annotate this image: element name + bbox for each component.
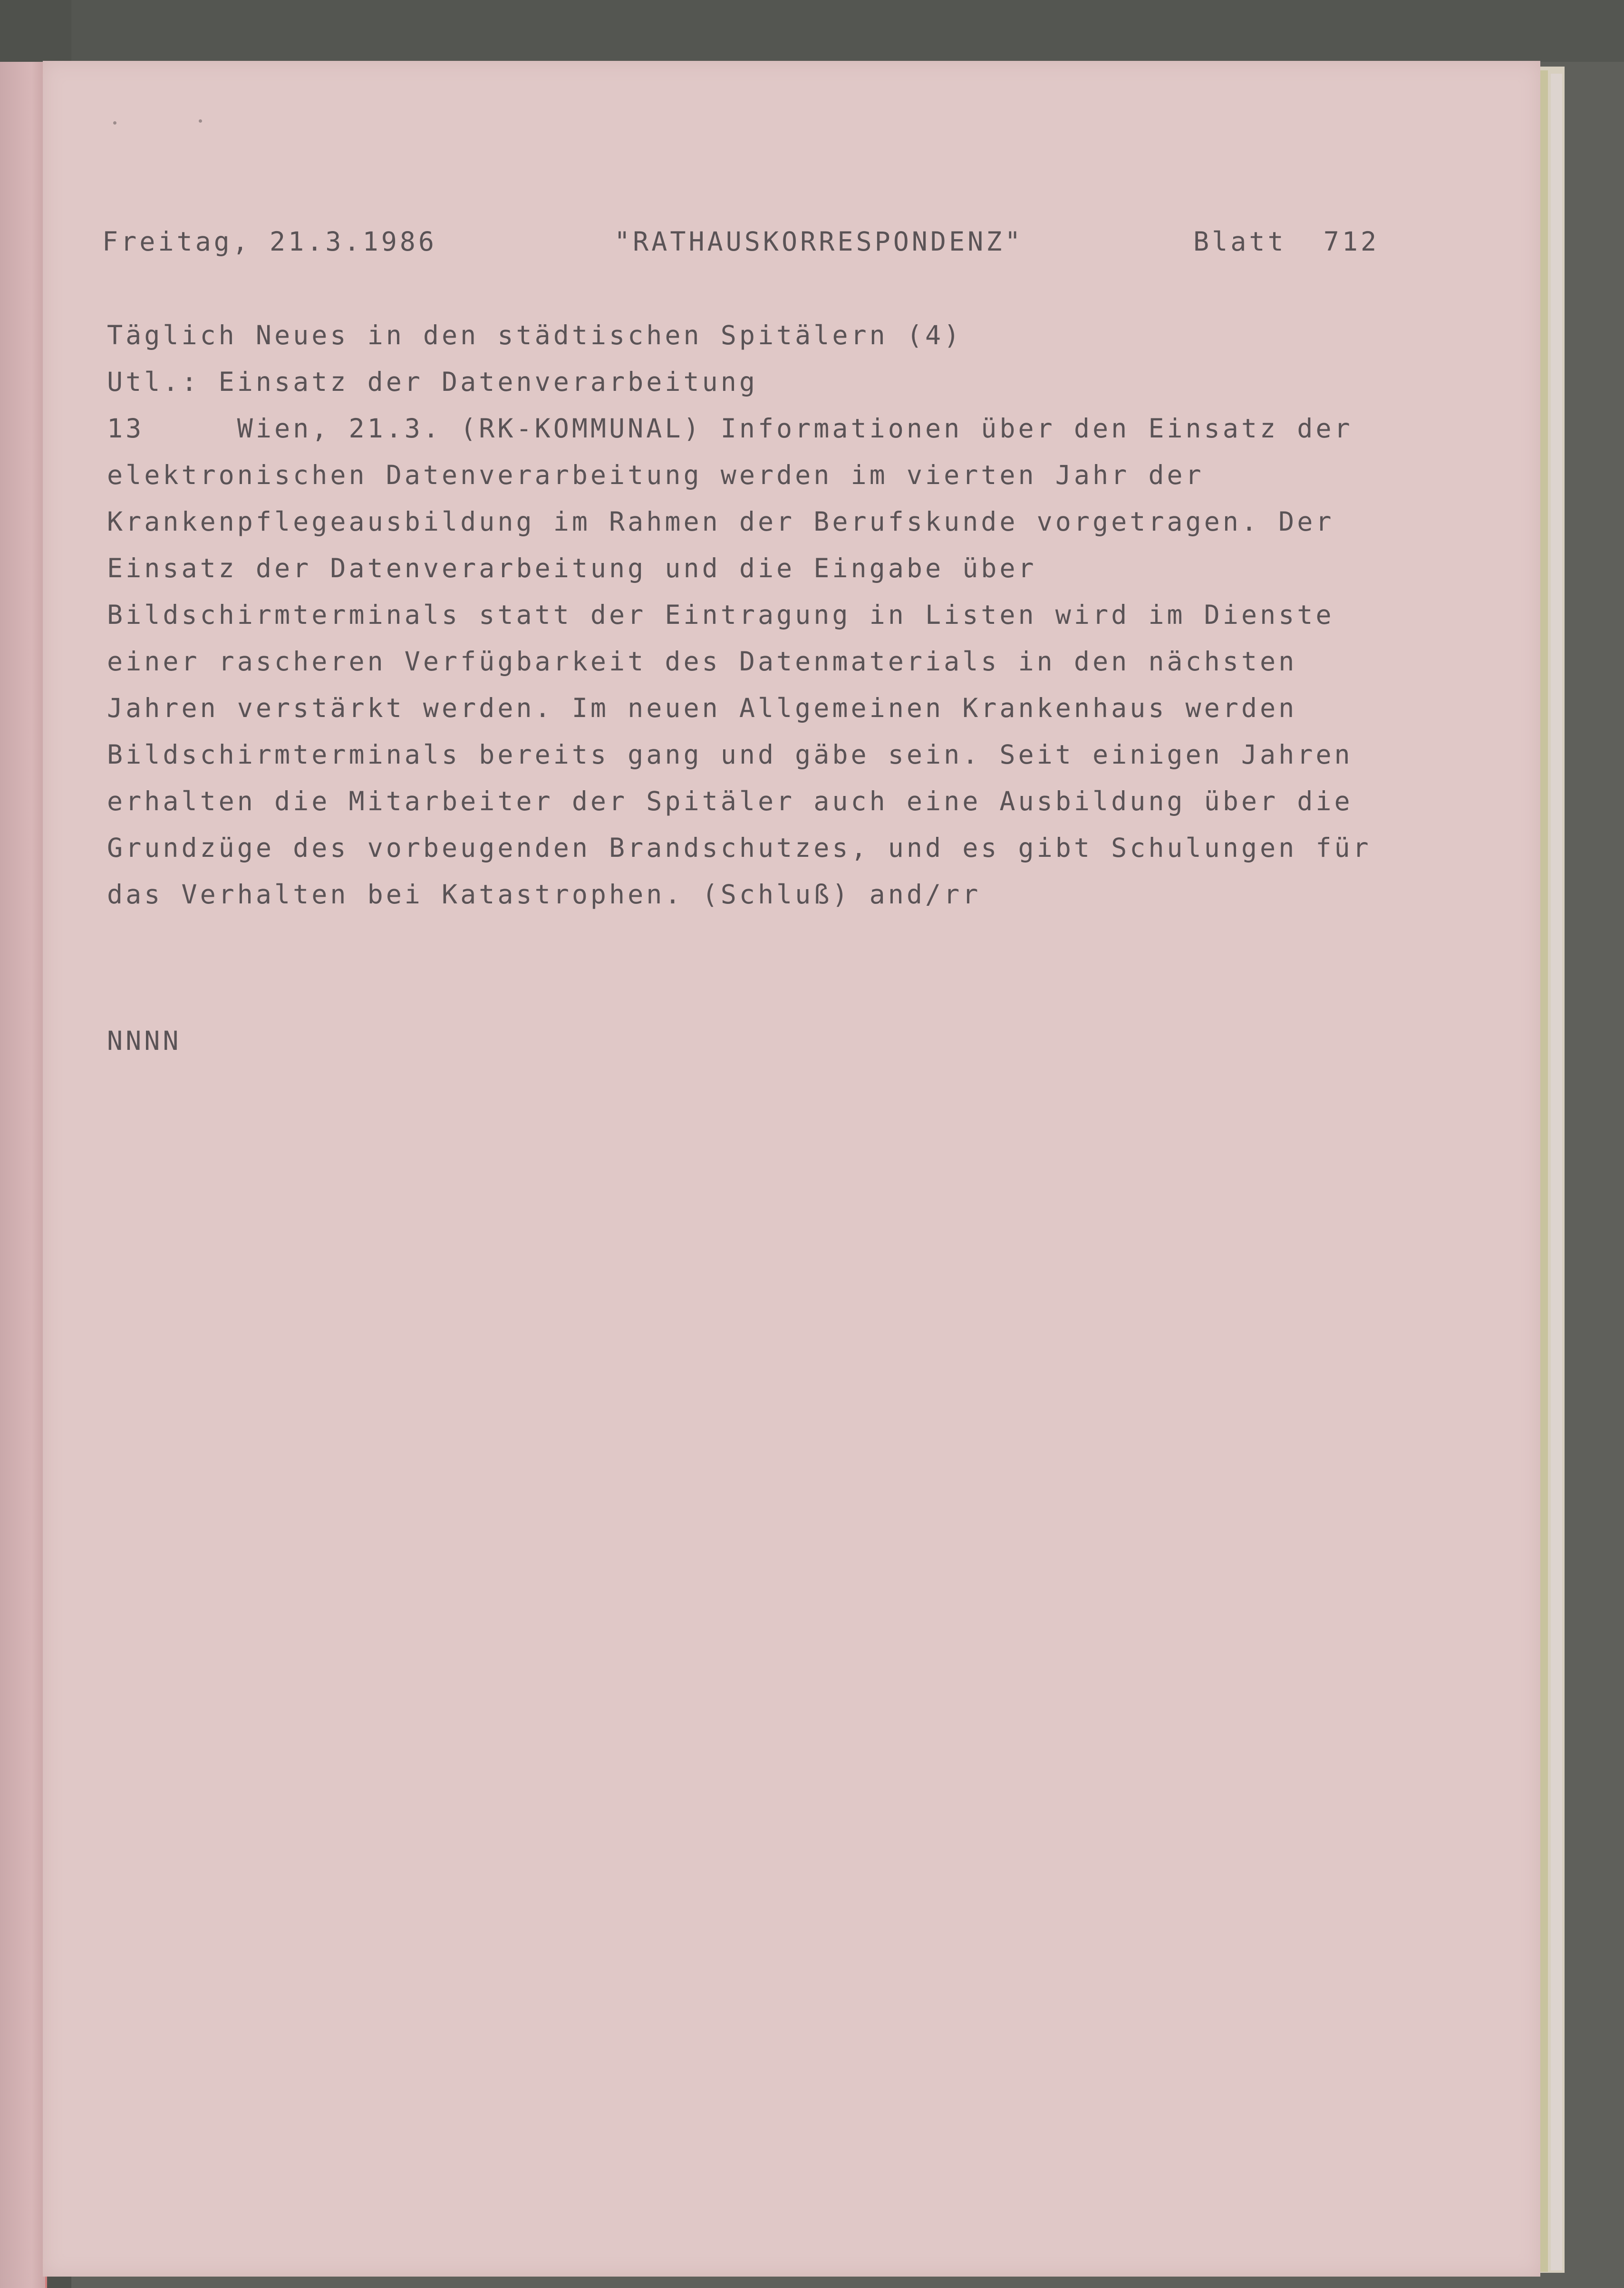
article-text-line: Grundzüge des vorbeugenden Brandschutzes, und es gibt Schulungen für (107, 833, 1372, 863)
paper-mark (113, 121, 116, 125)
header-date: Freitag, 21.3.1986 (102, 226, 437, 257)
end-mark: NNNN (107, 1026, 182, 1056)
article-text-line: Bildschirmterminals bereits gang und gäbe sein. Seit einigen Jahren (107, 739, 1353, 770)
article-text-line: Krankenpflegeausbildung im Rahmen der Berufskunde vorgetragen. Der (107, 506, 1334, 537)
article-text-line: 13 Wien, 21.3. (RK-KOMMUNAL) Informationen über den Einsatz der (107, 413, 1353, 444)
article-text-line: elektronischen Datenverarbeitung werden im vierten Jahr der (107, 460, 1204, 490)
paper-mark (199, 119, 202, 123)
binder-top-edge (0, 0, 1624, 62)
article-text-line: einer rascheren Verfügbarkeit des Datenmaterials in den nächsten (107, 646, 1297, 677)
header-publication: "RATHAUSKORRESPONDENZ" (614, 226, 1024, 257)
header-sheet-number: Blatt 712 (1193, 226, 1380, 257)
article-headline: Täglich Neues in den städtischen Spitälern (4) (107, 320, 963, 350)
article-subtitle: Utl.: Einsatz der Datenverarbeitung (107, 367, 758, 397)
article-text-line: Jahren verstärkt werden. Im neuen Allgemeinen Krankenhaus werden (107, 693, 1297, 723)
previous-page-edge (0, 62, 47, 2288)
article-text-line: erhalten die Mitarbeiter der Spitäler auch eine Ausbildung über die (107, 786, 1353, 816)
article-text-line: Bildschirmterminals statt der Eintragung in Listen wird im Dienste (107, 600, 1334, 630)
article-text-line: das Verhalten bei Katastrophen. (Schluß) and/rr (107, 879, 981, 910)
article-text-line: Einsatz der Datenverarbeitung und die Eingabe über (107, 553, 1037, 583)
page-stack-edge-light (1551, 74, 1562, 2270)
